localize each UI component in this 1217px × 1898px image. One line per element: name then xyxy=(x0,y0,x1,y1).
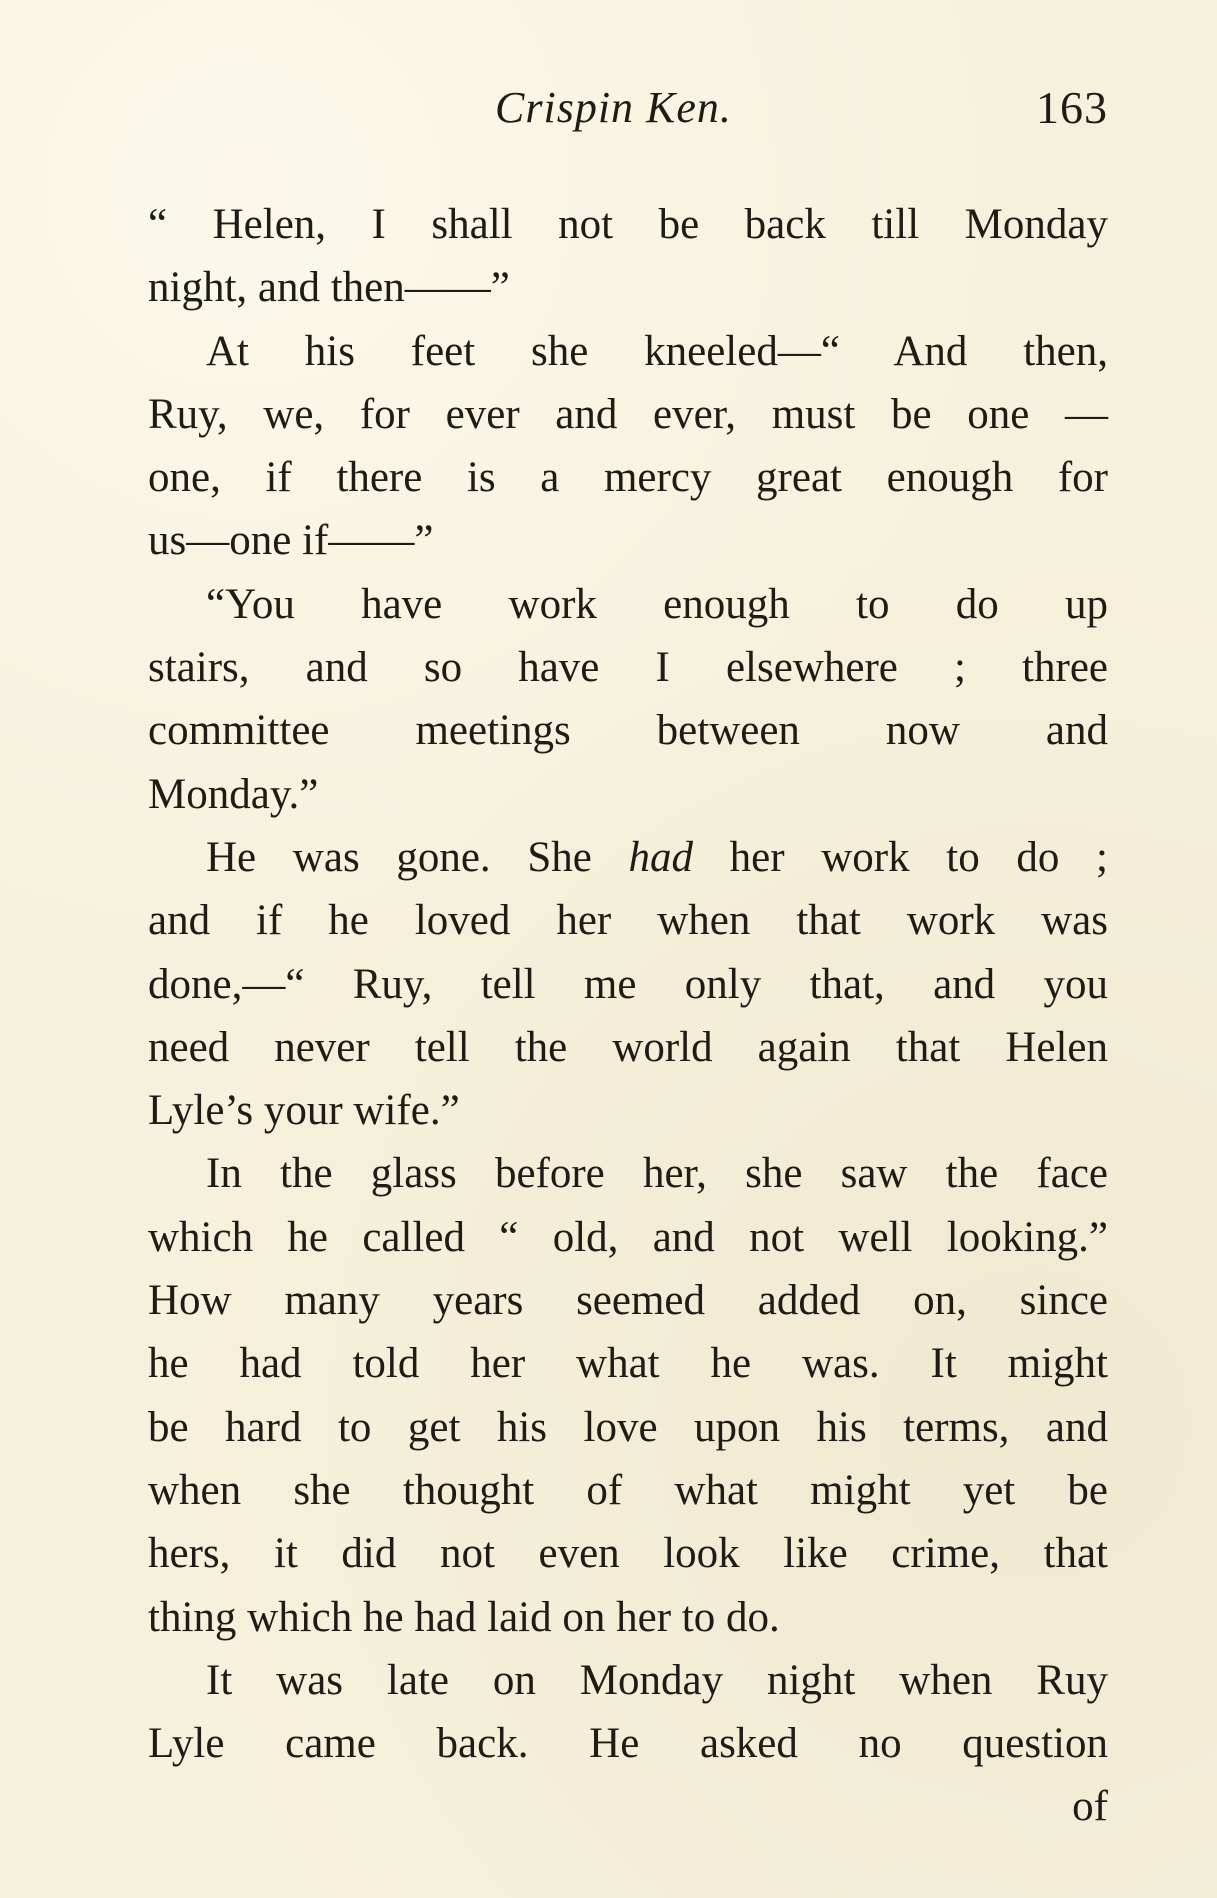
text-line: which he called “ old, and not well looking.” xyxy=(148,1213,1108,1261)
text-line: night, and then——” xyxy=(148,264,510,312)
body-text xyxy=(148,193,1108,1839)
text-line: Ruy, we, for ever and ever, must be one — xyxy=(148,390,1108,438)
text-line: Lyle’s your wife.” xyxy=(148,1087,460,1135)
text-line: “You have work enough to do up xyxy=(206,580,1108,628)
text-line: It was late on Monday night when Ruy xyxy=(206,1656,1108,1704)
text-line: “ Helen, I shall not be back till Monday xyxy=(148,201,1108,248)
text-line: one, if there is a mercy great enough for xyxy=(148,454,1108,502)
text-fragment: He was gone. She xyxy=(206,833,629,881)
text-line: Lyle came back. He asked no question xyxy=(148,1720,1108,1768)
text-fragment: her work to do ; xyxy=(693,833,1108,881)
text-line: need never tell the world again that Helen xyxy=(148,1023,1108,1071)
text-line: be hard to get his love upon his terms, and xyxy=(148,1403,1108,1451)
page-number: 163 xyxy=(1036,82,1108,133)
text-line: when she thought of what might yet be xyxy=(148,1466,1108,1514)
text-line: How many years seemed added on, since xyxy=(148,1277,1108,1325)
text-line: us—one if——” xyxy=(148,517,434,565)
text-line: he had told her what he was. It might xyxy=(148,1340,1108,1388)
running-title: Crispin Ken. xyxy=(495,83,732,132)
text-line: In the glass before her, she saw the face xyxy=(206,1150,1108,1198)
text-line: done,—“ Ruy, tell me only that, and you xyxy=(148,960,1108,1008)
text-line: committee meetings between now and xyxy=(148,707,1108,755)
text-line: hers, it did not even look like crime, that xyxy=(148,1530,1108,1578)
text-line: and if he loved her when that work was xyxy=(148,897,1108,945)
text-line: Monday.” xyxy=(148,770,319,818)
text-line: stairs, and so have I elsewhere ; three xyxy=(148,644,1108,692)
text-line: thing which he had laid on her to do. xyxy=(148,1593,780,1641)
catchword: of xyxy=(1072,1783,1108,1831)
text-line: At his feet she kneeled—“ And then, xyxy=(206,327,1108,375)
running-head xyxy=(148,78,1108,138)
italic-emphasis: had xyxy=(628,833,693,881)
text-line xyxy=(148,826,1108,889)
